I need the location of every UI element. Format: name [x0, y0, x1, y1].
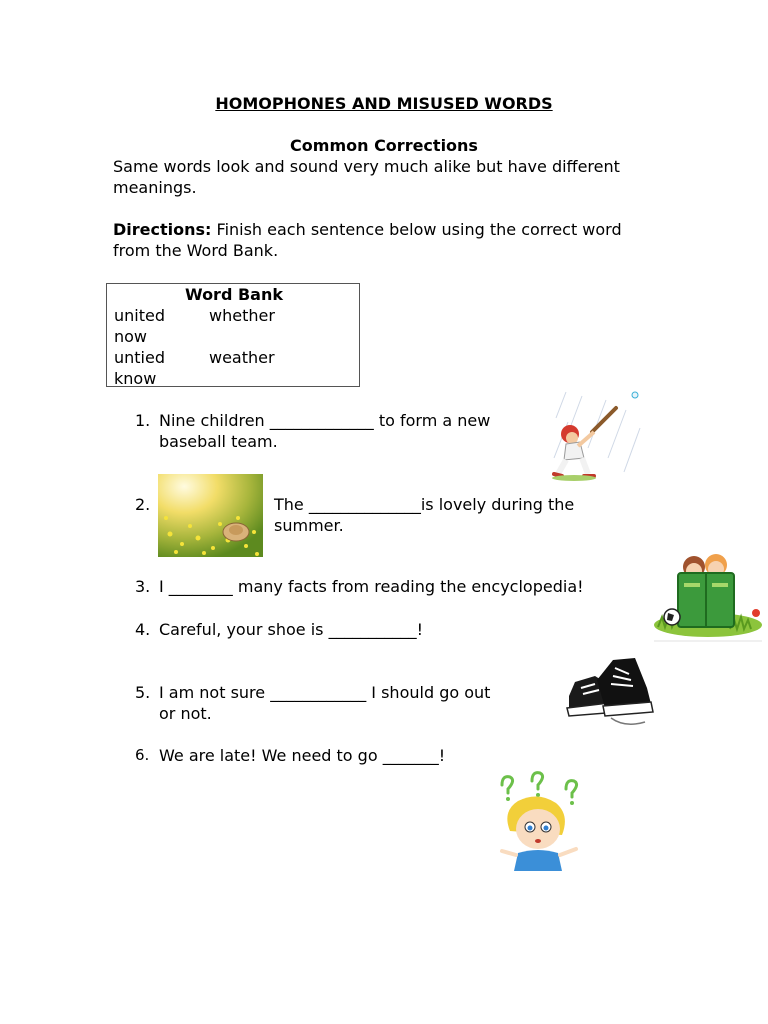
- question-text: I ________ many facts from reading the encyclopedia!: [159, 577, 584, 596]
- question-number: 4.: [135, 620, 151, 639]
- confused-girl-image: [494, 771, 586, 873]
- word-bank-title: Word Bank: [184, 285, 283, 304]
- word-bank-word: united: [114, 306, 165, 325]
- directions-label: Directions:: [113, 220, 212, 239]
- question-text: I am not sure ____________ I should go out: [159, 683, 491, 702]
- question-number: 3.: [135, 577, 151, 596]
- intro-text: Same words look and sound very much alike but have different meanings.: [113, 157, 620, 197]
- word-bank-word: know: [114, 369, 157, 388]
- word-bank-word: weather: [209, 348, 275, 367]
- question-text: The ______________is lovely during the: [274, 495, 575, 514]
- baseball-player-image: [548, 388, 644, 482]
- question-text: Nine children _____________ to form a new: [159, 411, 491, 430]
- word-bank-word: whether: [209, 306, 275, 325]
- page-title: HOMOPHONES AND MISUSED WORDS: [215, 94, 553, 113]
- question-number: 2.: [135, 495, 151, 514]
- sneakers-image: [565, 652, 657, 728]
- question-number: 6.: [135, 746, 150, 764]
- question-number: 5.: [135, 683, 151, 702]
- directions-body: Finish each sentence below using the correct word from the Word Bank.: [113, 220, 622, 260]
- question-text-cont: summer.: [274, 516, 344, 535]
- question-number: 1.: [135, 411, 151, 430]
- word-bank-word: now: [114, 327, 148, 346]
- page-subtitle: Common Corrections: [290, 136, 478, 155]
- kids-reading-image: [650, 543, 766, 647]
- question-text-cont: baseball team.: [159, 432, 278, 451]
- question-text: Careful, your shoe is ___________!: [159, 620, 423, 639]
- question-text-cont: or not.: [159, 704, 212, 723]
- question-text: We are late! We need to go _______!: [159, 746, 446, 765]
- directions-text: [113, 219, 633, 261]
- summer-field-image: [158, 474, 263, 557]
- word-bank-word: untied: [114, 348, 165, 367]
- word-bank-box: [106, 283, 360, 387]
